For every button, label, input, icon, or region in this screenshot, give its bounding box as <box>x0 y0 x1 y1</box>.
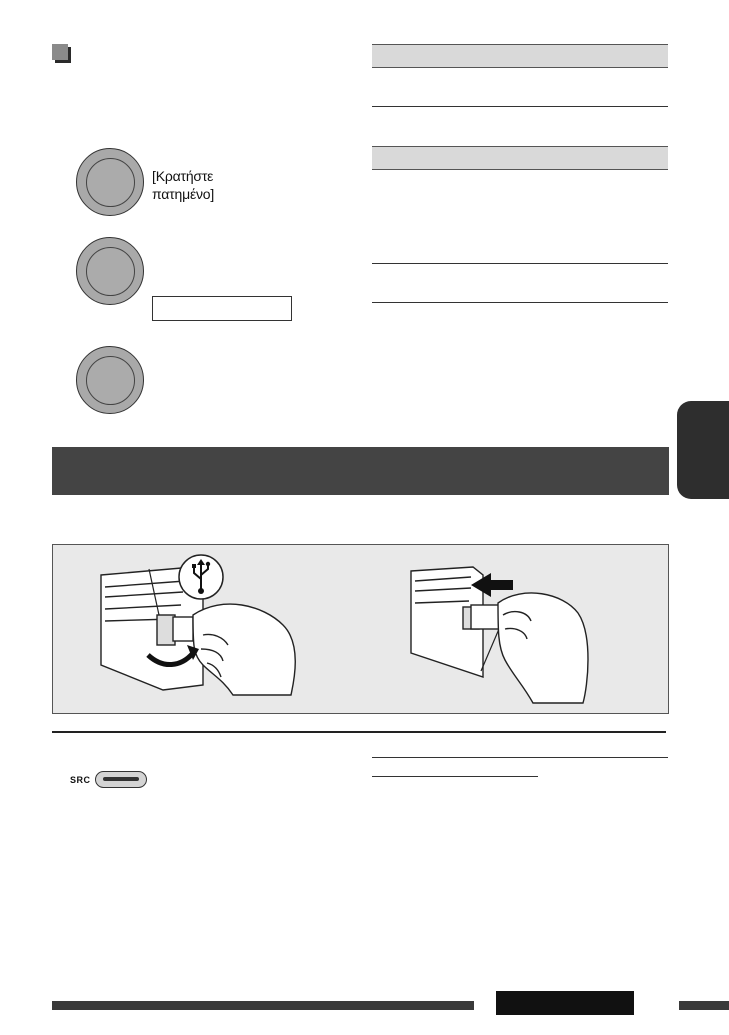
table-rule-1 <box>372 106 668 107</box>
control-knob-step-3[interactable] <box>76 346 144 414</box>
usb-illustration-drawing <box>53 545 670 715</box>
table-header-1 <box>372 44 668 68</box>
language-side-tab <box>677 401 729 499</box>
display-window <box>152 296 292 321</box>
table-rule-3 <box>372 302 668 303</box>
section-separator <box>52 731 666 733</box>
hold-label-line-1: [Κρατήστε <box>152 168 214 184</box>
page-number-box <box>496 991 634 1015</box>
section-bullet-square <box>52 44 68 60</box>
usb-connection-illustration <box>52 544 669 714</box>
src-button[interactable] <box>95 771 147 788</box>
hold-instruction-label <box>152 167 214 203</box>
control-knob-step-1[interactable] <box>76 148 144 216</box>
table-header-2 <box>372 146 668 170</box>
control-knob-step-2[interactable] <box>76 237 144 305</box>
section-title-banner <box>52 447 669 495</box>
src-button-label: SRC <box>70 775 91 785</box>
right-column-rule-2 <box>372 776 538 777</box>
hand-right <box>498 593 588 703</box>
usb-icon <box>179 555 223 599</box>
table-rule-2 <box>372 263 668 264</box>
hold-label-line-2: πατημένο] <box>152 186 215 202</box>
footer-bar-right <box>679 1001 729 1010</box>
right-column-rule-1 <box>372 757 668 758</box>
footer-bar-left <box>52 1001 474 1010</box>
